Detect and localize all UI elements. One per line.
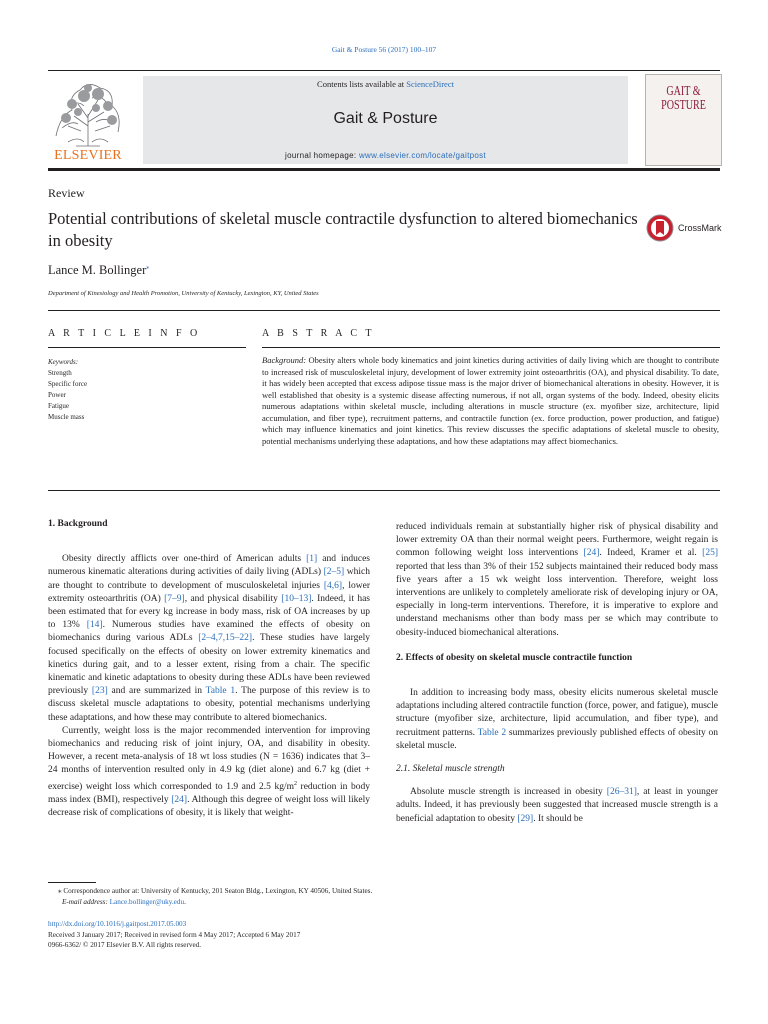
reference-link[interactable]: [2–4,7,15–22] <box>198 633 253 644</box>
keyword-item: Specific force <box>48 380 88 388</box>
text-run: reduction in body mass index (BMI), respectively <box>48 781 370 806</box>
homepage-link[interactable]: www.elsevier.com/locate/gaitpost <box>358 151 486 160</box>
crossmark-label[interactable]: CrossMark <box>678 223 722 233</box>
affiliation: Department of Kinesiology and Health Promotion, University of Kentucky, Lexington, KY, United States <box>48 290 319 297</box>
article-info-heading: A R T I C L E I N F O <box>48 328 201 339</box>
abstract-body: Obesity alters whole body kinematics and joint kinetics during activities of daily living which are thought to contribute to increased risk of musculoskeletal injury, development of lower extremity joint osteoarthritis (OA), and physical disability. To date, it has widely been accepted that excess adipose tissue mass is the major driver of biomechanical alterations in obesity. However, it is well established that obesity is a systemic disease affecting numerous, if not all, organ systems of the body. Indeed, obesity elicits numerous adaptations within skeletal muscle, including alterations in muscle structure (ex. myofiber size, architecture, lipid accumulation, and fiber type), recruitment patterns, and contractile function (ex. force production, power production, and fatigue) which may influence kinematics and joint kinetics. This review discusses the specific adaptations of skeletal muscle to obesity, potential mechanisms underlying these adaptations, and how these adaptations may affect biomechanics. <box>262 355 719 446</box>
text-run: reduced individuals remain at substantially higher risk of physical disability and lower extremity OA than their normal weight peers. Furthermore, weight regain is common following weight loss interventions <box>396 522 718 559</box>
crossmark-icon <box>646 214 674 242</box>
publisher-logo-text: ELSEVIER <box>54 148 122 163</box>
subsection-heading: 2.1. Skeletal muscle strength <box>396 764 505 775</box>
text-run: Absolute muscle strength is increased in obesity <box>410 787 607 798</box>
reference-link[interactable]: [14] <box>86 620 103 631</box>
reference-link[interactable]: [7–9] <box>164 593 185 604</box>
citation-link[interactable]: Gait & Posture 56 (2017) 100–107 <box>331 45 437 54</box>
text-run: which are thought to contribute to development of musculoskeletal injuries <box>48 567 371 591</box>
text-run: . Although this degree of weight loss will likely decrease risk of complications of obesity, it is likely that weight- <box>48 795 371 819</box>
journal-citation[interactable] <box>0 45 768 54</box>
footnote-mark: ⁎ <box>58 887 62 895</box>
top-rule <box>48 70 720 71</box>
reference-link[interactable]: [1] <box>306 554 318 565</box>
abstract-text <box>262 355 719 447</box>
reference-link[interactable]: [2–5] <box>323 567 345 578</box>
footnote-rule <box>48 882 96 883</box>
keywords-label: Keywords: <box>48 358 79 366</box>
paragraph <box>396 687 718 753</box>
contents-line <box>143 79 628 89</box>
reference-link[interactable]: [29] <box>517 813 534 824</box>
paragraph <box>48 725 370 821</box>
sciencedirect-link[interactable]: ScienceDirect <box>406 79 454 89</box>
homepage-prefix: journal homepage: <box>285 151 359 160</box>
masthead-rule <box>48 168 720 171</box>
author-name <box>48 263 149 278</box>
article-title: Potential contributions of skeletal muscle contractile dysfunction to altered biomechanics in obesity <box>48 209 638 250</box>
keyword-item: Strength <box>48 369 72 377</box>
table-link[interactable]: Table 2 <box>477 727 507 738</box>
body-column-left <box>48 518 370 820</box>
info-rule <box>48 347 246 348</box>
reference-link[interactable]: [25] <box>702 548 718 559</box>
text-run: , and physical disability <box>184 593 282 604</box>
paragraph <box>48 553 370 725</box>
abstract-rule <box>262 347 720 348</box>
text-run: In addition to increasing body mass, obesity elicits numerous skeletal muscle adaptations including altered contractile function (force, power, and fatigue), muscle structure (myofiber size, architecture, lipid accumulation, and fiber type), and recruitment patterns. <box>396 688 718 738</box>
section-heading: 1. Background <box>48 519 108 529</box>
reference-link[interactable]: [10–13] <box>281 593 312 604</box>
doi-line <box>48 919 728 930</box>
email-link[interactable]: Lance.bollinger@uky.edu <box>109 897 185 906</box>
text-run: and are summarized in <box>107 686 206 697</box>
email-note <box>48 897 728 908</box>
dates-line: Received 3 January 2017; Received in revised form 4 May 2017; Accepted 6 May 2017 <box>48 930 301 939</box>
keyword-item: Fatigue <box>48 402 69 410</box>
cover-title: GAIT & POSTURE <box>661 84 706 113</box>
article-type: Review <box>48 186 85 200</box>
footnotes <box>48 886 728 951</box>
reference-link[interactable]: [23] <box>91 686 108 697</box>
email-label: E-mail address: <box>62 897 110 906</box>
title-rule <box>48 310 720 311</box>
reference-link[interactable]: [24] <box>171 795 188 806</box>
section-heading: 2. Effects of obesity on skeletal muscle contractile function <box>396 652 633 663</box>
table-link[interactable]: Table 1 <box>205 686 236 697</box>
journal-name: Gait & Posture <box>333 110 438 127</box>
keyword-item: Muscle mass <box>48 413 85 421</box>
reference-link[interactable]: [4,6] <box>323 580 343 591</box>
journal-cover-thumbnail[interactable] <box>645 74 722 166</box>
text-run: and induces numerous kinematic alterations during activities of daily living (ADLs) <box>48 554 370 578</box>
copyright-line: 0966-6362/ © 2017 Elsevier B.V. All rights reserved. <box>48 941 202 949</box>
body-column-right <box>396 521 718 826</box>
author-footnote-mark[interactable]: ⁎ <box>146 264 150 271</box>
author-text: Lance M. Bollinger <box>48 263 147 277</box>
keyword-item: Power <box>48 391 66 399</box>
correspondence-note <box>48 886 728 897</box>
text-run: Obesity directly afflicts over one-third of American adults <box>62 554 307 565</box>
text-run: . Indeed, Kramer et al. <box>599 548 703 559</box>
keywords-block <box>48 357 87 423</box>
paragraph <box>396 521 718 640</box>
journal-banner <box>143 76 628 164</box>
homepage-line <box>143 151 628 160</box>
superscript: 2 <box>293 780 297 787</box>
doi-link[interactable]: http://dx.doi.org/10.1016/j.gaitpost.2017.05.003 <box>48 920 187 928</box>
abstract-label: Background: <box>262 355 307 365</box>
text-run: . Numerous studies have examined the effects of obesity on biomechanics during various ADLs <box>48 620 370 644</box>
text-run: , lower extremity osteoarthritis (OA) <box>48 580 370 604</box>
text-run: , at least in younger adults. Indeed, it has previously been suggested that increased muscle strength is a beneficial adaptation to obesity <box>396 787 718 824</box>
crossmark-button[interactable] <box>646 214 674 242</box>
abstract-bottom-rule <box>48 490 720 491</box>
email-suffix: . <box>184 897 186 906</box>
text-run: Currently, weight loss is the major recommended intervention for improving biomechanics and reducing risk of joint injury, OA, and disability in obesity. However, a recent meta-analysis of 18 wt loss studies (N = 1636) indicates that 3–24 months of intervention resulted only in 4.9 kg (diet alone) and 6.7 kg (diet + exercise) weight loss which corresponded to 1.9 and 2.5 kg/m <box>48 725 370 792</box>
text-run: . Indeed, it has been estimated that for every kg increase in body mass, risk of OA increases by up to 13% <box>48 593 370 631</box>
abstract-heading: A B S T R A C T <box>262 328 375 339</box>
text-run: summarizes previously published effects of obesity on skeletal muscle. <box>396 727 719 751</box>
paragraph <box>396 786 718 826</box>
tree-icon <box>48 76 128 148</box>
reference-link[interactable]: [26–31] <box>606 787 637 798</box>
text-run: reported that less than 3% of their 152 subjects maintained their reduced body mass five years after a 15 wk weight loss intervention. Therefore, weight loss interventions are unlikely to completely ameliorate risk of developing injury or OA, especially in long-term interventions. Therefore, it is imperative to explore and understand mechanisms other than body mass per se which may contribute to obesity-induced biomechanical alterations. <box>396 561 718 638</box>
correspondence-text: Correspondence author at: University of Kentucky, 201 Seaton Bldg., Lexington, KY 40506, United States. <box>61 887 373 895</box>
contents-prefix: Contents lists available at <box>317 79 407 89</box>
reference-link[interactable]: [24] <box>583 548 600 559</box>
text-run: . These studies have largely focused specifically on the effects of obesity on lower extremity kinematics and kinetics during gait, and to a lesser extent, rising from a chair. The specific kinematic and kinetic adaptations to obesity during these ADLs have been reviewed previously <box>48 633 370 697</box>
text-run: . It should be <box>533 813 583 824</box>
text-run: . The purpose of this review is to discuss skeletal muscle adaptations to obesity, potential mechanisms underlying these adaptations, and how these may contribute to altered biomechanics. <box>48 686 371 723</box>
